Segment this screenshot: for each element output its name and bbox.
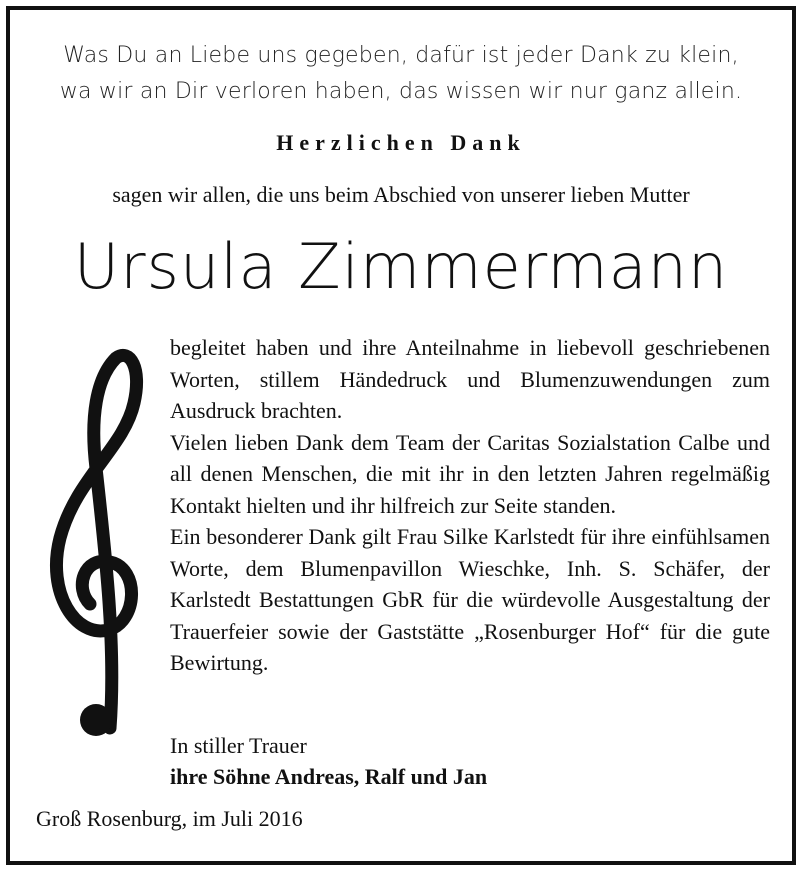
body-paragraph-2: Vielen lieben Dank dem Team der Caritas Sozialstation Calbe und all denen Menschen, die mit ihr in den letzten Jahren regelmäßig Kontakt hielten und ihr hilfreich zur Seite standen. xyxy=(170,429,770,518)
body-text xyxy=(170,332,770,679)
poem-line-2: wa wir an Dir verloren haben, das wissen wir nur ganz allein. xyxy=(59,79,743,104)
body-paragraph-3: Ein besonderer Dank gilt Frau Silke Karlstedt für ihre einfühlsamen Worte, dem Blumenpavillon Wieschke, Inh. S. Schäfer, der Karlstedt Bestattungen GbR für die würdevolle Ausgestaltung der Trauerfeier sowie der Gaststätte „Rosenburger Hof“ für die gute Bewirtung. xyxy=(170,524,770,675)
place-date: Groß Rosenburg, im Juli 2016 xyxy=(36,806,303,831)
poem-verse xyxy=(10,38,792,110)
intro-line: sagen wir allen, die uns beim Abschied von unserer lieben Mutter xyxy=(112,182,690,207)
thank-you-heading: Herzlichen Dank xyxy=(276,130,526,155)
mourning-line: In stiller Trauer xyxy=(170,733,307,758)
body-paragraph-1: begleitet haben und ihre Anteilnahme in liebevoll geschriebenen Worten, stillem Händedruck und Blumenzuwendungen zum Ausdruck brachten. xyxy=(170,335,770,423)
obituary-card xyxy=(6,6,796,865)
poem-line-1: Was Du an Liebe uns gegeben, dafür ist jeder Dank zu klein, xyxy=(63,43,739,68)
closing xyxy=(170,730,770,792)
treble-clef-icon xyxy=(46,348,156,738)
deceased-name: Ursula Zimmermann xyxy=(73,230,729,303)
signers-line: ihre Söhne Andreas, Ralf und Jan xyxy=(170,764,488,789)
